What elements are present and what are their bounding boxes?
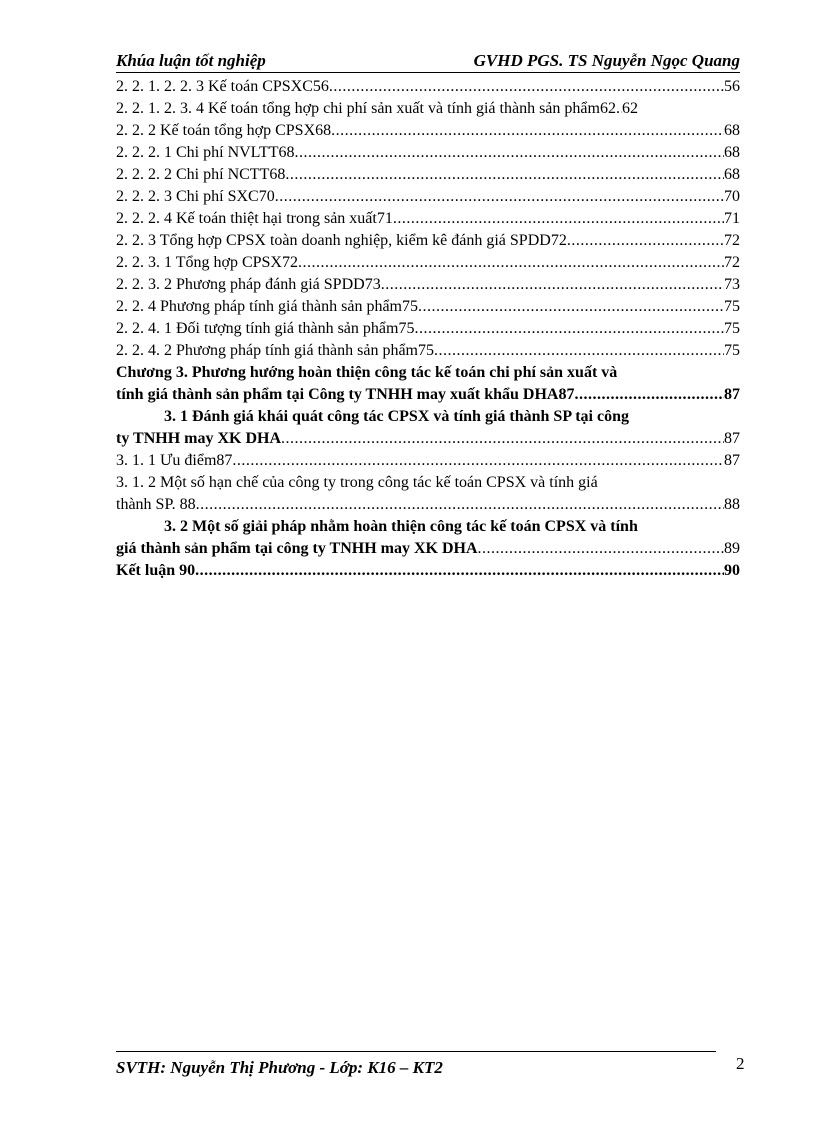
- header-divider: [116, 72, 740, 73]
- toc-entry: 2. 2. 3. 1 Tổng hợp CPSX72 ..... 72: [116, 252, 740, 274]
- toc-entry: 2. 2. 2 Kế toán tổng hợp CPSX68 ..... 68: [116, 120, 740, 142]
- toc-section-3-1: ty TNHH may XK DHA ..... 87: [116, 428, 740, 450]
- toc-entry: 2. 2. 2. 1 Chi phí NVLTT68 ..... 68: [116, 142, 740, 164]
- footer-divider: [116, 1051, 716, 1052]
- toc-section-3-2-line1: 3. 2 Một số giải pháp nhằm hoàn thiện công tác kế toán CPSX và tính: [164, 518, 638, 535]
- toc-entry: 2. 2. 2. 3 Chi phí SXC70 ..... 70: [116, 186, 740, 208]
- page-number: 2: [736, 1054, 745, 1073]
- header-thesis-title: Khúa luận tốt nghiệp: [116, 51, 266, 70]
- table-of-contents: [116, 76, 740, 582]
- toc-section-3-1-line1: 3. 1 Đánh giá khái quát công tác CPSX và tính giá thành SP tại công: [164, 408, 629, 425]
- footer-student-info: SVTH: Nguyễn Thị Phương - Lớp: K16 – KT2: [116, 1058, 443, 1077]
- toc-entry: 2. 2. 2. 2 Chi phí NCTT68 ..... 68: [116, 164, 740, 186]
- header-supervisor: GVHD PGS. TS Nguyễn Ngọc Quang: [473, 51, 740, 70]
- toc-entry: 2. 2. 3 Tổng hợp CPSX toàn doanh nghiệp, kiểm kê đánh giá SPDD72 ..... 72: [116, 230, 740, 252]
- toc-entry: 2. 2. 4. 1 Đối tượng tính giá thành sản phẩm75 ..... 75: [116, 318, 740, 340]
- toc-entry: 2. 2. 4. 2 Phương pháp tính giá thành sản phẩm75 ..... 75: [116, 340, 740, 362]
- toc-entry: 2. 2. 2. 4 Kế toán thiệt hại trong sản xuất71 ..... 71: [116, 208, 740, 230]
- toc-entry: 2. 2. 3. 2 Phương pháp đánh giá SPDD73 ..... 73: [116, 274, 740, 296]
- toc-chapter-3: tính giá thành sản phẩm tại Công ty TNHH may xuất khẩu DHA87 ..... 87: [116, 384, 740, 406]
- page-header: [116, 49, 740, 73]
- toc-section-3-2: giá thành sản phẩm tại công ty TNHH may XK DHA ..... 89: [116, 538, 740, 560]
- toc-entry: 2. 2. 4 Phương pháp tính giá thành sản phẩm75 ..... 75: [116, 296, 740, 318]
- toc-entry: 3. 1. 1 Ưu điểm87 ..... 87: [116, 450, 740, 472]
- toc-chapter-3-line1: Chương 3. Phương hướng hoàn thiện công tác kế toán chi phí sản xuất và: [116, 364, 618, 381]
- toc-entry-line1: 3. 1. 2 Một số hạn chế của công ty trong công tác kế toán CPSX và tính giá: [116, 474, 598, 491]
- toc-entry: 2. 2. 1. 2. 2. 3 Kế toán CPSXC56 ..... 56: [116, 76, 740, 98]
- toc-entry: thành SP. 88 ..... 88: [116, 494, 740, 516]
- toc-entry: 2. 2. 1. 2. 3. 4 Kế toán tổng hợp chi phí sản xuất và tính giá thành sản phẩm62 ..... 62: [116, 98, 740, 120]
- toc-conclusion: Kết luận 90 ..... 90: [116, 560, 740, 582]
